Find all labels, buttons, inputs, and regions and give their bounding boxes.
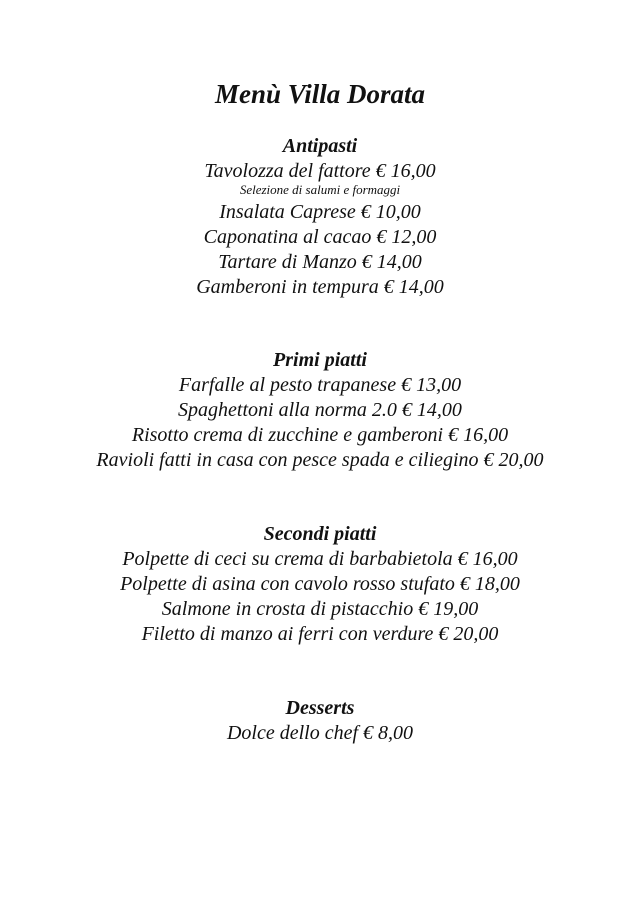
menu-item: Polpette di ceci su crema di barbabietola € 16,00 [122,548,518,570]
section-heading: Desserts [285,697,355,719]
menu-item: Farfalle al pesto trapanese € 13,00 [178,374,462,396]
section-heading: Antipasti [282,135,358,157]
menu-item: Ravioli fatti in casa con pesce spada e ciliegino € 20,00 [96,449,544,471]
menu-item: Tavolozza del fattore € 16,00 [204,160,436,182]
menu-item: Salmone in crosta di pistacchio € 19,00 [161,598,479,620]
menu-item: Tartare di Manzo € 14,00 [218,251,422,273]
section-heading: Primi piatti [273,349,367,371]
section-primi-piatti [0,348,640,473]
menu-item: Dolce dello chef € 8,00 [226,722,414,744]
menu-item: Gamberoni in tempura € 14,00 [196,276,444,298]
menu-item: Risotto crema di zucchine e gamberoni € 16,00 [131,424,509,446]
menu-item: Caponatina al cacao € 12,00 [203,226,437,248]
menu-item: Polpette di asina con cavolo rosso stufato € 18,00 [120,573,520,595]
menu-item: Spaghettoni alla norma 2.0 € 14,00 [178,399,462,421]
section-antipasti [0,134,640,300]
menu-item: Insalata Caprese € 10,00 [219,201,421,223]
section-desserts [0,696,640,746]
menu-item-note: Selezione di salumi e formaggi [239,182,401,197]
section-heading: Secondi piatti [263,523,377,545]
menu-item: Filetto di manzo ai ferri con verdure € 20,00 [141,623,499,645]
menu-title: Menù Villa Dorata [214,79,426,109]
section-secondi-piatti [0,522,640,647]
